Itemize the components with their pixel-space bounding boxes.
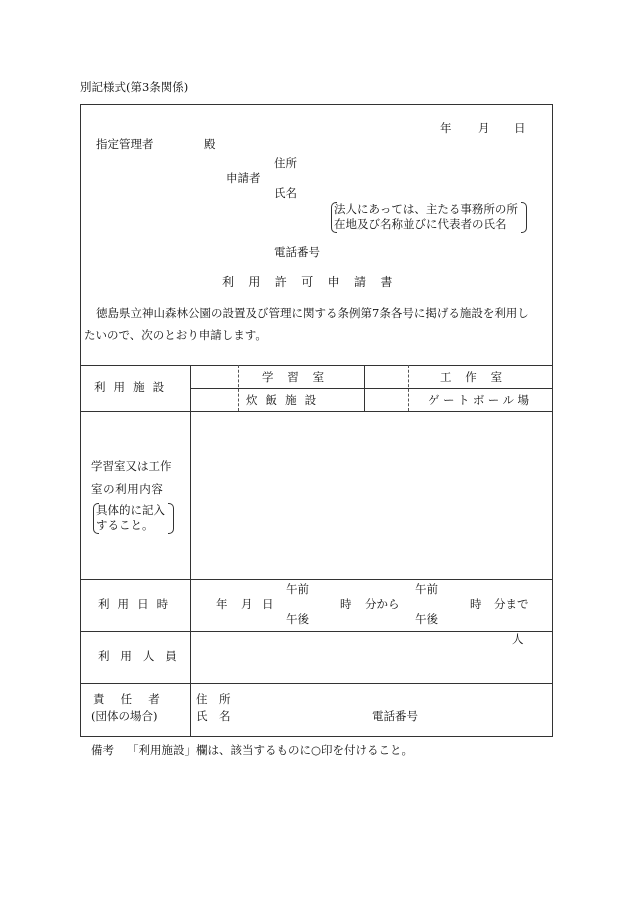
content-label-line2: 室の利用内容 [91,482,164,496]
content-input-area[interactable] [192,413,550,577]
date-month-label: 月 [478,121,490,135]
document-title: 利用許可申請書 [222,275,407,289]
datetime-hour-2: 時 [470,597,482,611]
datetime-pm-1: 午後 [286,612,309,626]
facility-dash-line-1 [238,365,239,411]
datetime-pm-2: 午後 [415,612,438,626]
datetime-am-1: 午前 [286,582,309,596]
content-note-line1: 具体的に記入 [96,503,165,517]
applicant-name-label: 氏名 [274,186,297,200]
content-note-bracket-right [168,503,174,534]
table-top-line [80,365,553,366]
people-label: 利用人員 [98,649,188,663]
remarks-label: 備考 [91,743,114,757]
responsible-phone-label: 電話番号 [372,709,418,723]
content-label-line1: 学習室又は工作 [91,459,172,473]
label-column-line [190,365,191,737]
applicant-label: 申請者 [226,171,261,185]
datetime-am-2: 午前 [415,582,438,596]
facility-label: 利用施設 [94,380,173,394]
note-bracket-right [521,202,527,233]
intro-text-line1: 徳島県立神山森林公園の設置及び管理に関する条例第7条各号に掲げる施設を利用し [96,306,529,320]
responsible-label: 責任者 [93,692,176,706]
content-note-line2: すること。 [96,518,154,532]
intro-text-line2: たいので、次のとおり申請します。 [84,328,267,342]
applicant-address-label: 住所 [274,156,297,170]
facility-divider-line [364,365,365,411]
addressee-suffix: 殿 [204,137,216,151]
datetime-year: 年 [216,597,228,611]
addressee-label: 指定管理者 [96,137,154,151]
datetime-day: 日 [262,597,274,611]
facility-study-room: 学習室 [262,370,338,384]
facility-workshop: 工作室 [440,370,516,384]
corporate-note-line1: 法人にあっては、主たる事務所の所 [334,202,518,216]
applicant-phone-label: 電話番号 [274,245,320,259]
responsible-name-label: 氏 名 [196,709,231,723]
datetime-minute-from: 分から [365,597,400,611]
facility-cooking: 炊飯施設 [246,393,325,407]
datetime-label: 利用日時 [98,597,177,611]
form-heading: 別記様式(第3条関係) [80,80,189,94]
datetime-bottom-line [80,631,553,632]
datetime-minute-to: 分まで [494,597,529,611]
facility-gateball: ゲートボール場 [428,393,533,407]
people-bottom-line [80,683,553,684]
datetime-month: 月 [241,597,253,611]
date-day-label: 日 [514,121,526,135]
people-unit: 人 [512,632,524,646]
responsible-address-label: 住 所 [196,692,231,706]
responsible-sublabel: (団体の場合) [91,709,158,723]
facility-dash-line-2 [408,365,409,411]
datetime-hour-1: 時 [340,597,352,611]
date-year-label: 年 [440,121,452,135]
facility-bottom-line [80,411,553,412]
remarks-text: 「利用施設」欄は、該当するものに○印を付けること。 [127,743,414,757]
facility-mid-line [190,388,553,389]
content-bottom-line [80,579,553,580]
corporate-note-line2: 在地及び名称並びに代表者の氏名 [334,217,507,231]
